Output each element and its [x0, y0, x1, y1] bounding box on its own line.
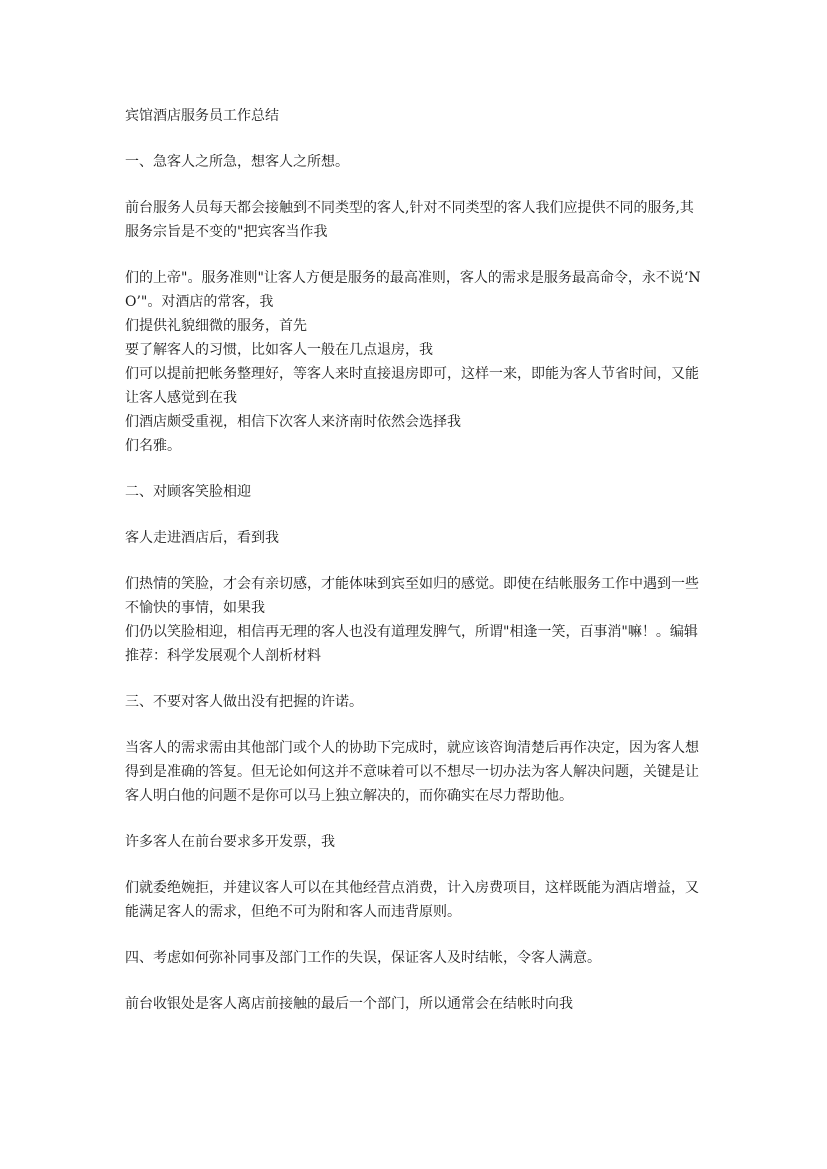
- paragraph: 前台收银处是客人离店前接触的最后一个部门，所以通常会在结帐时向我: [125, 996, 573, 1012]
- document-body: [125, 104, 707, 1016]
- section-heading: 二、对顾客笑脸相迎: [125, 484, 251, 500]
- paragraph: 许多客人在前台要求多开发票，我: [125, 834, 335, 850]
- paragraph: 当客人的需求需由其他部门或个人的协助下完成时，就应该咨询清楚后再作决定，因为客人想得到是准确的答复。但无论如何这并不意味着可以不想尽一切办法为客人解决问题，关键是让客人明白他的问题不是你可以马上独立解决的，而你确实在尽力帮助他。: [125, 740, 699, 804]
- section-heading: 一、急客人之所急，想客人之所想。: [125, 154, 349, 170]
- paragraph: 前台服务人员每天都会接触到不同类型的客人,针对不同类型的客人我们应提供不同的服务,其服务宗旨是不变的"把宾客当作我: [125, 200, 694, 240]
- section-heading: 三、不要对客人做出没有把握的许诺。: [125, 694, 363, 710]
- paragraph: 客人走进酒店后，看到我: [125, 530, 279, 546]
- paragraph: 们热情的笑脸，才会有亲切感，才能体味到宾至如归的感觉。即使在结帐服务工作中遇到一些不愉快的事情，如果我 们仍以笑脸相迎，相信再无理的客人也没有道理发脾气，所谓"相逢一笑，百事消"嘛！。编辑推荐：科学发展观个人剖析材料: [125, 576, 699, 664]
- paragraph: 们的上帝"。服务准则"让客人方便是服务的最高准则，客人的需求是服务最高命令，永不说‘NO’"。对酒店的常客，我 们提供礼貌细微的服务，首先 要了解客人的习惯，比如客人一般在几点退房，我 们可以提前把帐务整理好，等客人来时直接退房即可，这样一来，即能为客人节省时间，又能让客人感觉到在我 们酒店颇受重视，相信下次客人来济南时依然会选择我 们名雅。: [125, 270, 701, 454]
- section-heading: 四、考虑如何弥补同事及部门工作的失误，保证客人及时结帐，令客人满意。: [125, 950, 601, 966]
- document-title: 宾馆酒店服务员工作总结: [125, 108, 279, 124]
- paragraph: 们就委绝婉拒，并建议客人可以在其他经营点消费，计入房费项目，这样既能为酒店增益，又能满足客人的需求，但绝不可为附和客人而违背原则。: [125, 880, 699, 920]
